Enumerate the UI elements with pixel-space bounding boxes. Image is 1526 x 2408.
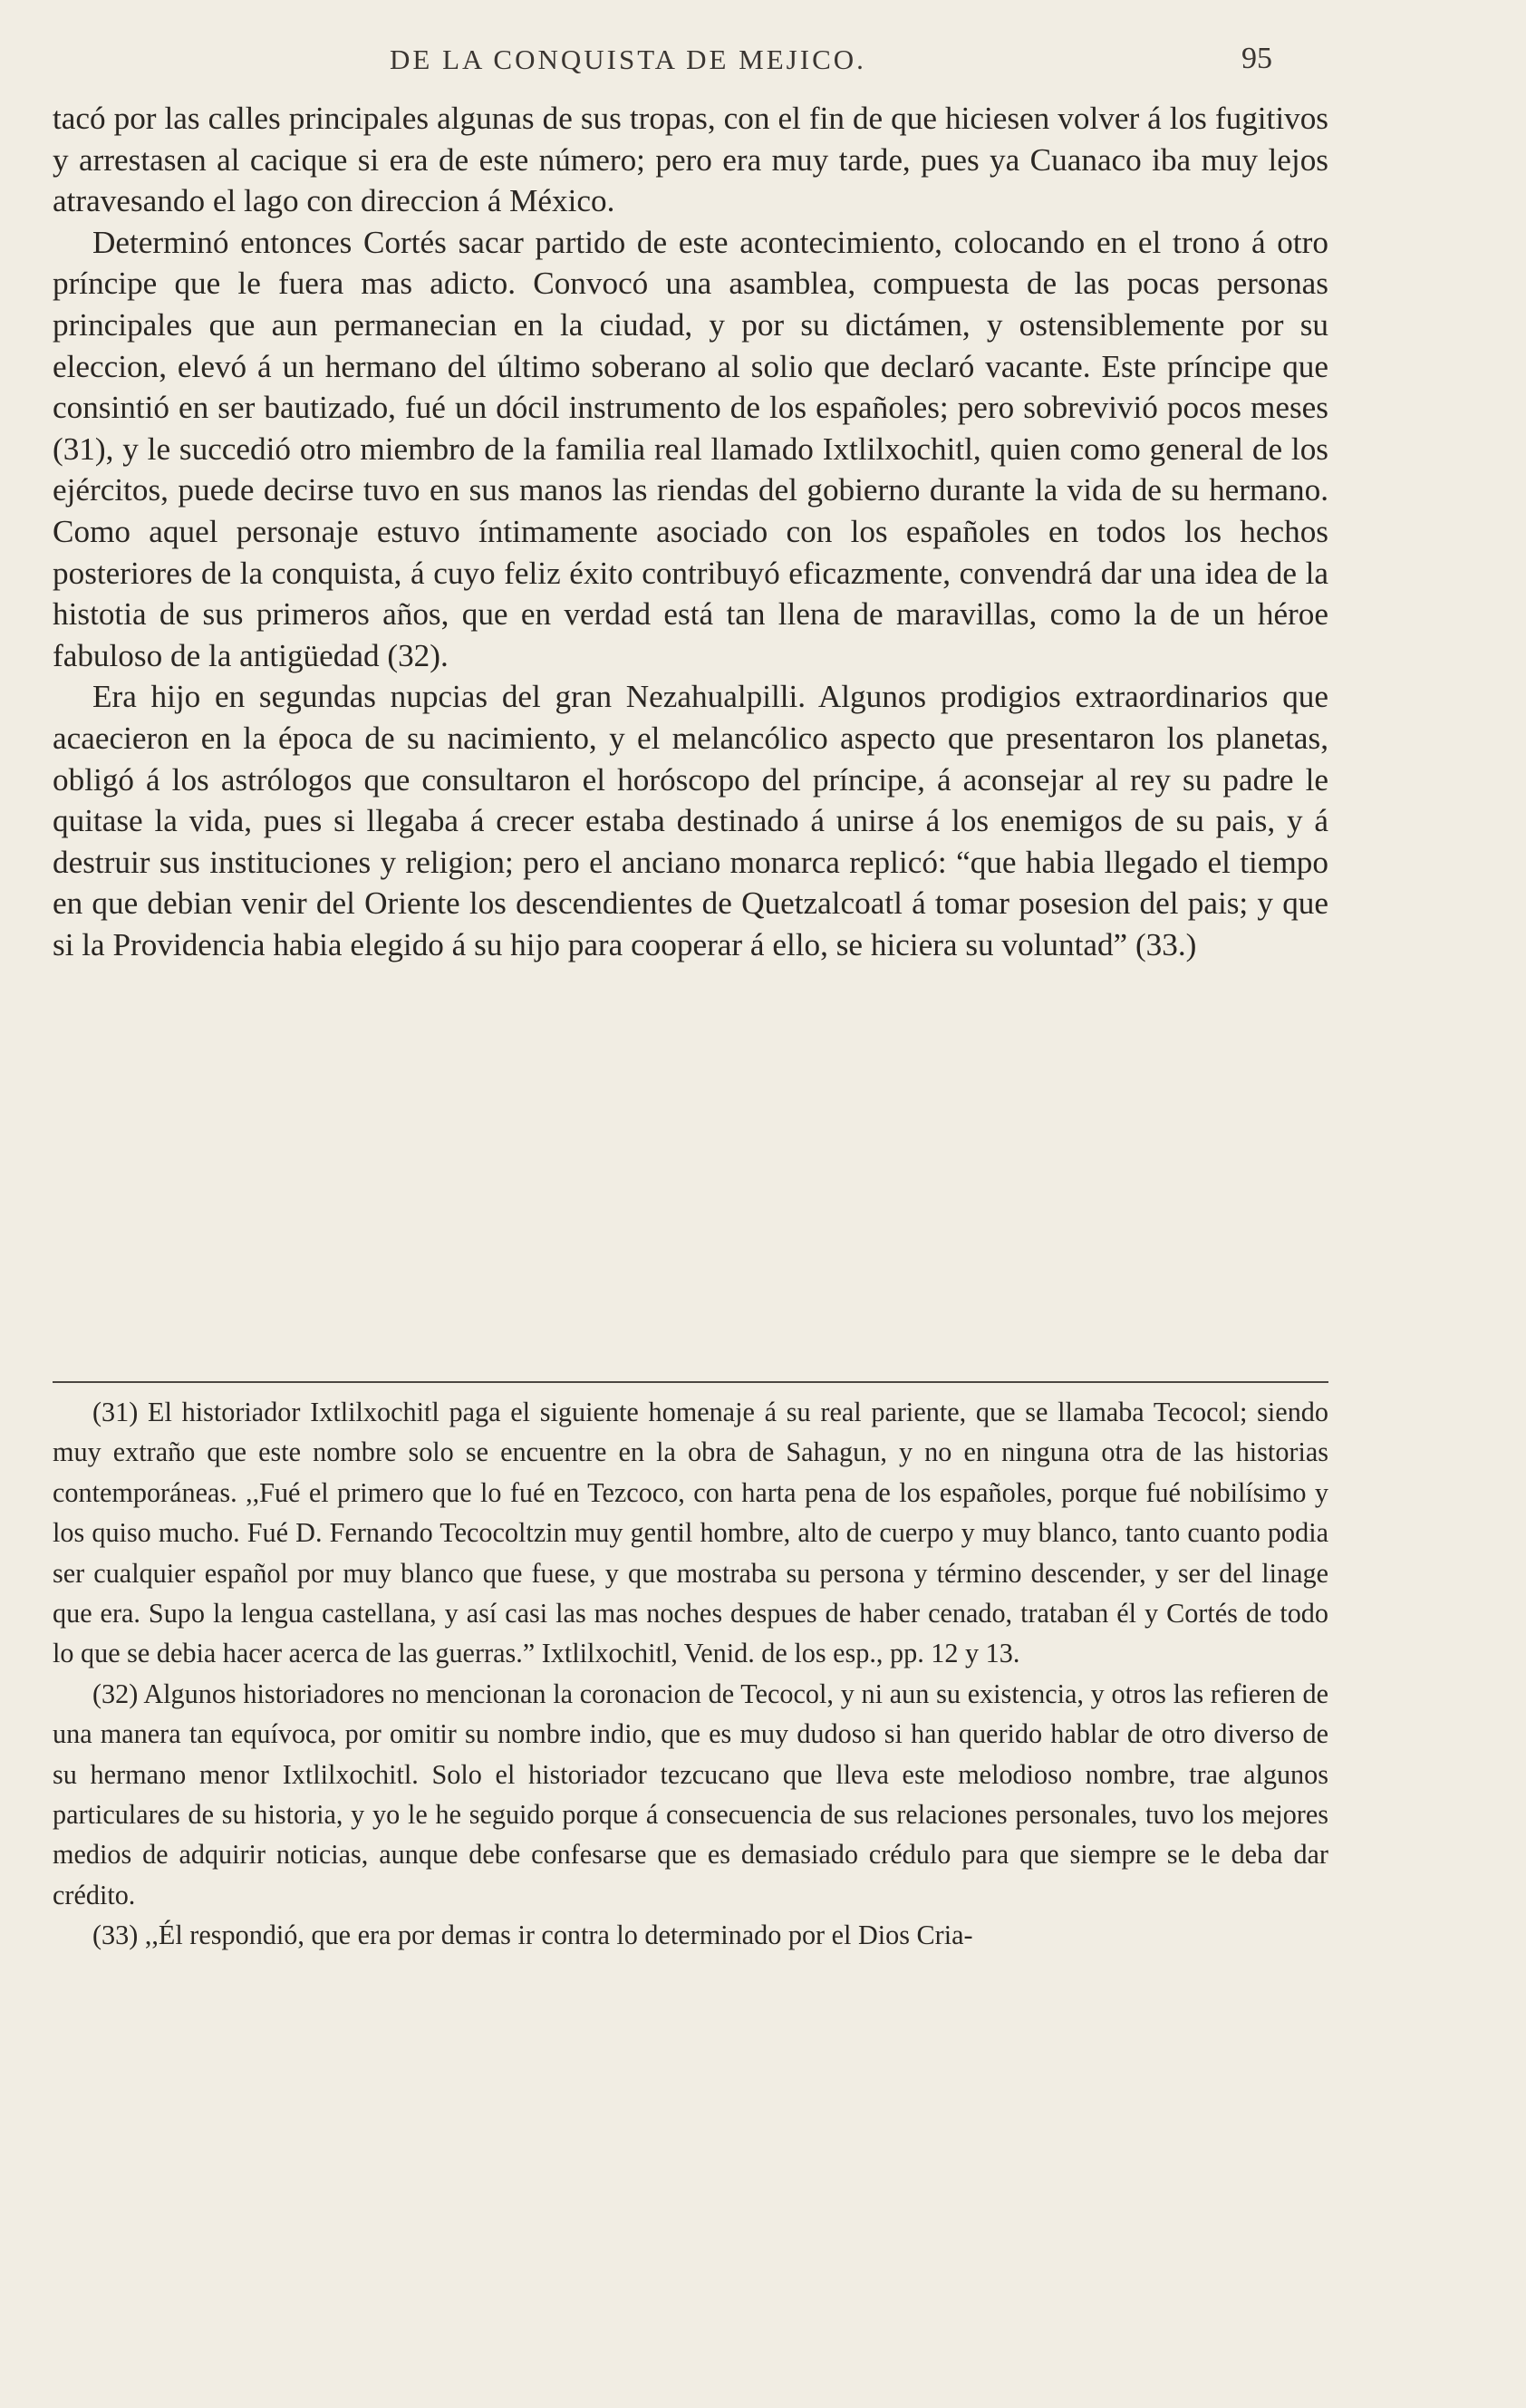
page-number: 95 xyxy=(1241,42,1272,75)
footnote-33: (33) ,,Él respondió, que era por demas ir contra lo determinado por el Dios Cria- xyxy=(92,1920,973,1951)
footnote-31: (31) El historiador Ixtlilxochitl paga el siguiente homenaje á su real pariente, que se llamaba Tecocol; siendo muy extraño que este nombre solo se encuentre en la obra de Sahagun, y no en ninguna otra de las historias contemporáneas. ,,Fué el primero que lo fué en Tezcoco, con harta pena de los españoles, porque fué nobilísimo y los quiso mucho. Fué D. Fernando Tecocoltzin muy gentil hombre, alto de cuerpo y muy blanco, tanto cuanto podia ser cualquier español por muy blanco que fuese, y que mostraba su persona y término descender, y ser del linage que era. Supo la lengua castellana, y así casi las mas noches despues de haber cenado, trataban él y Cortés de todo lo que se debia hacer acerca de las guerras.” Ixtlilxochitl, Venid. de los esp., pp. 12 y 13. xyxy=(53,1397,1328,1669)
footnotes xyxy=(53,1392,1328,1956)
paragraph: tacó por las calles principales algunas de sus tropas, con el fin de que hiciesen volver á los fugitivos y arrestasen al cacique si era de este número; pero era muy tarde, pues ya Cuanaco iba muy lejos atravesando el lago con direccion á México. xyxy=(53,101,1328,219)
footnote-divider xyxy=(53,1381,1328,1383)
paragraph: Era hijo en segundas nupcias del gran Nezahualpilli. Algunos prodigios extraordinarios que acaecieron en la época de su nacimiento, y el melancólico aspecto que presentaron los planetas, obligó á los astrólogos que consultaron el horóscopo del príncipe, á aconsejar al rey su padre le quitase la vida, pues si llegaba á crecer estaba destinado á unirse á los enemigos de su pais, y á destruir sus instituciones y religion; pero el anciano monarca replicó: “que habia llegado el tiempo en que debian venir del Oriente los descendientes de Quetzalcoatl á tomar posesion del pais; y que si la Providencia habia elegido á su hijo para cooperar á ello, se hiciera su voluntad” (33.) xyxy=(53,679,1328,962)
running-title: DE LA CONQUISTA DE MEJICO. xyxy=(390,44,866,75)
paragraph: Determinó entonces Cortés sacar partido de este acontecimiento, colocando en el trono á otro príncipe que le fuera mas adicto. Convocó una asamblea, compuesta de las pocas personas principales que aun permanecian en la ciudad, y por su dictámen, y ostensiblemente por su eleccion, elevó á un hermano del último soberano al solio que declaró vacante. Este príncipe que consintió en ser bautizado, fué un dócil instrumento de los españoles; pero sobrevivió pocos meses (31), y le succedió otro miembro de la familia real llamado Ixtlilxochitl, quien como general de los ejércitos, puede decirse tuvo en sus manos las riendas del gobierno durante la vida de su hermano. Como aquel personaje estuvo íntimamente asociado con los españoles en todos los hechos posteriores de la conquista, á cuyo feliz éxito contribuyó eficazmente, convendrá dar una idea de la histotia de sus primeros años, que en verdad está tan llena de maravillas, como la de un héroe fabuloso de la antigüedad (32). xyxy=(53,224,1328,673)
footnote-32: (32) Algunos historiadores no mencionan la coronacion de Tecocol, y ni aun su existencia, y otros las refieren de una manera tan equívoca, por omitir su nombre indio, que es muy dudoso si han querido hablar de otro diverso de su hermano menor Ixtlilxochitl. Solo el historiador tezcucano que lleva este melodioso nombre, trae algunos particulares de su historia, y yo le he seguido porque á consecuencia de sus relaciones personales, tuvo los mejores medios de adquirir noticias, aunque debe confesarse que es demasiado crédulo para que siempre se le deba dar crédito. xyxy=(53,1678,1328,1910)
main-text xyxy=(53,98,1328,965)
page-header xyxy=(390,44,1296,89)
